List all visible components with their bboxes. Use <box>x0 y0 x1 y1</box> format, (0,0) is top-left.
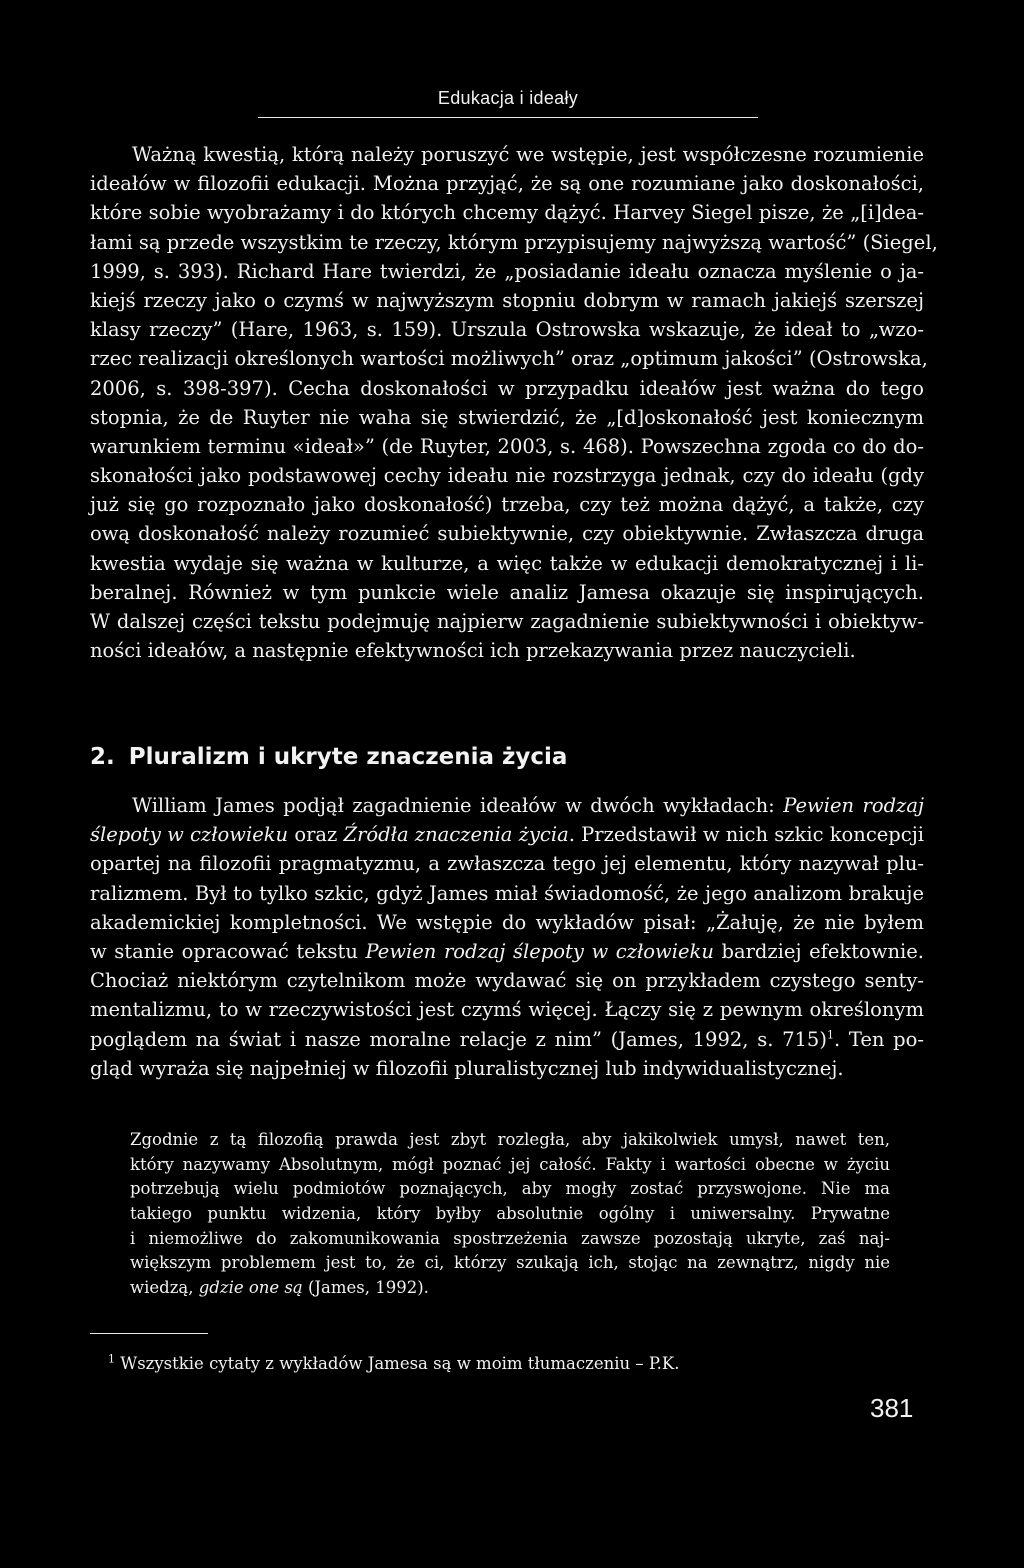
text-line: ralizmem. Był to tylko szkic, gdyż James miał świadomość, że jego analizom brakuje <box>90 881 924 905</box>
text-line: w stanie opracować tekstu Pewien rodzaj ślepoty w człowieku bardziej efektownie. <box>90 939 925 963</box>
text-line: klasy rzeczy” (Hare, 1963, s. 159). Urszula Ostrowska wskazuje, że ideał to „wzo- <box>90 318 924 342</box>
quote-line: który nazywamy Absolutnym, mógł poznać jej całość. Fakty i wartości obecne w życiu <box>130 1154 890 1174</box>
text-line: akademickiej kompletności. We wstępie do wykładów pisał: „Żałuję, że nie byłem <box>90 910 924 934</box>
text-line: poglądem na świat i nasze moralne relacje z nim” (James, 1992, s. 715)$^1$. Ten po- <box>90 1027 924 1051</box>
text-line: które sobie wyobrażamy i do których chcemy dążyć. Harvey Siegel pisze, że „[i]dea- <box>90 201 924 225</box>
text-line: Chociaż niektórym czytelnikom może wydawać się on przykładem czystego senty- <box>90 969 924 993</box>
book-title: Źródła znaczenia życia <box>343 823 569 847</box>
text-line: łami są przede wszystkim te rzeczy, którym przypisujemy najwyższą wartość” (Siegel, <box>90 230 938 254</box>
section-heading <box>90 744 567 770</box>
text-line: William James podjął zagadnienie ideałów w dwóch wykładach: Pewien rodzaj <box>132 794 925 817</box>
text-line: W dalszej części tekstu podejmuję najpierw zagadnienie subiektywności i obiektyw- <box>90 610 924 633</box>
section-title: Pluralizm i ukryte znaczenia życia <box>128 744 568 770</box>
running-header: Edukacja i ideały <box>437 88 579 108</box>
text-line: ideałów w filozofii edukacji. Można przyjąć, że są one rozumiane jako doskonałości, <box>90 172 924 196</box>
footnote <box>108 1354 679 1373</box>
footnote-text: Wszystkie cytaty z wykładów Jamesa są w moim tłumaczeniu – P.K. <box>115 1354 680 1373</box>
text-line: ślepoty w człowieku oraz Źródła znaczenia życia. Przedstawił w nich szkic koncepcji <box>90 823 924 847</box>
text-line: już się go rozpoznało jako doskonałość) trzeba, czy też można dążyć, a także, czy <box>90 493 924 517</box>
page-number: 381 <box>870 1393 914 1423</box>
paragraph-pluralism <box>90 791 924 1083</box>
book-title: Pewien rodzaj <box>783 794 925 817</box>
book-title: Pewien rodzaj ślepoty w człowieku <box>365 939 714 963</box>
text-line: 1999, s. 393). Richard Hare twierdzi, że „posiadanie ideału oznacza myślenie o ja- <box>90 259 924 283</box>
block-quote <box>130 1128 890 1301</box>
text-line: skonałości jako podstawowej cechy ideału nie rozstrzyga jednak, czy do ideału (gdy <box>90 464 924 488</box>
text-line: beralnej. Również w tym punkcie wiele analiz Jamesa okazuje się inspirujących. <box>90 580 924 604</box>
quote-line: i niemożliwe do zakomunikowania spostrzeżenia zawsze pozostają ukryte, zaś naj- <box>130 1228 890 1248</box>
text-line: rzec realizacji określonych wartości możliwych” oraz „optimum jakości” (Ostrowska, <box>90 347 928 371</box>
text-line: kwestia wydaje się ważna w kulturze, a więc także w edukacji demokratycznej i li- <box>90 551 924 575</box>
footnote-rule <box>90 1333 208 1334</box>
footnote-marker: 1 <box>108 1352 115 1366</box>
header-rule <box>258 117 758 118</box>
footnote-ref[interactable]: 1 <box>826 1028 834 1041</box>
quote-line: wiedzą, gdzie one są (James, 1992). <box>130 1278 429 1298</box>
quote-line: Zgodnie z tą filozofią prawda jest zbyt rozległa, aby jakikolwiek umysł, nawet ten, <box>130 1130 890 1149</box>
text-line: Ważną kwestią, którą należy poruszyć we wstępie, jest współczesne rozumienie <box>132 143 924 166</box>
text-line: kiejś rzeczy jako o czymś w najwyższym stopniu dobrym w ramach jakiejś szerszej <box>90 288 924 312</box>
paragraph-ideals <box>90 140 938 665</box>
text-line: 2006, s. 398-397). Cecha doskonałości w przypadku ideałów jest ważna do tego <box>90 376 924 400</box>
text-line: warunkiem terminu «ideał»” (de Ruyter, 2003, s. 468). Powszechna zgoda co do do- <box>90 434 924 458</box>
book-title: ślepoty w człowieku <box>90 823 289 847</box>
quote-line: większym problemem jest to, że ci, którzy szukają ich, stojąc na zewnątrz, nigdy nie <box>130 1253 890 1273</box>
text-line: ności ideałów, a następnie efektywności ich przekazywania przez nauczycieli. <box>90 639 856 663</box>
text-line: opartej na filozofii pragmatyzmu, a zwłaszcza tego jej elementu, który nazywał plu- <box>90 852 924 876</box>
text-line: mentalizmu, to w rzeczywistości jest czymś więcej. Łączy się z pewnym określonym <box>90 998 924 1022</box>
text-line: gląd wyraża się najpełniej w filozofii pluralistycznej lub indywidualistycznej. <box>90 1056 844 1080</box>
text-line: ową doskonałość należy rozumieć subiektywnie, czy obiektywnie. Zwłaszcza druga <box>90 522 924 546</box>
quote-line: potrzebują wielu podmiotów poznających, aby mogły zostać przyswojone. Nie ma <box>130 1179 890 1199</box>
quote-line: takiego punktu widzenia, który byłby absolutnie ogólny i uniwersalny. Prywatne <box>130 1204 890 1224</box>
section-number: 2. <box>90 744 115 770</box>
text-line: stopnia, że de Ruyter nie waha się stwierdzić, że „[d]oskonałość jest koniecznym <box>90 405 924 429</box>
